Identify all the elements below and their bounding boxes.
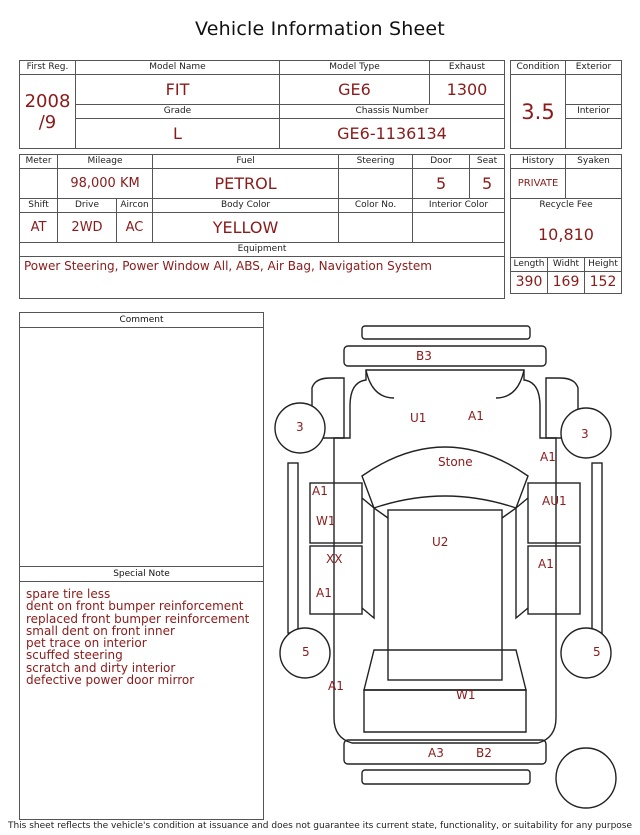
aircon-label: Aircon: [117, 199, 153, 213]
rear-bumper-bottom-bar: [362, 770, 530, 784]
right-rear-door: [528, 546, 580, 614]
body-color-label: Body Color: [153, 199, 339, 213]
drive-value: 2WD: [58, 213, 117, 243]
door-value: 5: [413, 169, 470, 199]
right-a-pillar: [502, 508, 516, 518]
meter-value: [20, 169, 58, 199]
interior-label: Interior: [566, 105, 622, 119]
exterior-label: Exterior: [566, 61, 622, 75]
recycle-fee-label: Recycle Fee: [511, 199, 622, 213]
tire-front-right-tread: 3: [581, 427, 589, 441]
color-no-value: [339, 213, 413, 243]
special-note-item: spare tire less: [26, 587, 111, 601]
equipment-value: Power Steering, Power Window All, ABS, Air Bag, Navigation System: [20, 257, 505, 299]
special-note-item: scuffed steering: [26, 648, 123, 663]
drive-label: Drive: [58, 199, 117, 213]
mark-rear-glass: W1: [456, 688, 476, 702]
left-a-pillar: [374, 508, 388, 518]
width-label: Widht: [548, 257, 585, 271]
front-bumper: [344, 346, 546, 366]
disclaimer-footer: This sheet reflects the vehicle's condition at issuance and does not guarantee its current state, functionality, or suitability for any purpose: [7, 821, 633, 831]
first-reg-value: [20, 75, 76, 149]
model-name-value: FIT: [76, 75, 280, 105]
chassis-value: GE6-1136134: [280, 119, 505, 149]
right-front-door: [528, 483, 580, 543]
history-value: PRIVATE: [511, 169, 566, 199]
interior-value: [566, 119, 622, 149]
fuel-label: Fuel: [153, 155, 339, 169]
comment-label: Comment: [20, 313, 263, 328]
mark-rear-bumper-right: B2: [476, 746, 492, 760]
mark-front-door-right: AU1: [542, 494, 567, 508]
comment-text: [20, 328, 263, 566]
meter-label: Meter: [20, 155, 58, 169]
tire-rear-left-tread: 5: [302, 645, 310, 659]
first-reg-label: First Reg.: [20, 61, 76, 75]
condition-label: Condition: [511, 61, 566, 75]
door-label: Door: [413, 155, 470, 169]
special-note-list: [20, 582, 263, 686]
interior-color-label: Interior Color: [413, 199, 505, 213]
steering-label: Steering: [339, 155, 413, 169]
left-door-window: [362, 498, 374, 618]
mark-roof: U2: [432, 535, 449, 549]
comment-panel: [19, 312, 264, 820]
condition-value: 3.5: [511, 75, 566, 149]
mileage-value: 98,000 KM: [58, 169, 153, 199]
length-label: Length: [511, 257, 548, 271]
shift-label: Shift: [20, 199, 58, 213]
aircon-value: AC: [117, 213, 153, 243]
steering-value: [339, 169, 413, 199]
car-diagram: [270, 318, 620, 818]
sheet-title: Vehicle Information Sheet: [195, 18, 445, 40]
spare-tire: [556, 748, 616, 808]
grade-value: L: [76, 119, 280, 149]
mark-bonnet-right: A1: [468, 409, 484, 423]
seat-value: 5: [470, 169, 505, 199]
mileage-label: Mileage: [58, 155, 153, 169]
right-headlight: [496, 370, 524, 398]
body-outline: [334, 370, 556, 743]
syaken-label: Syaken: [566, 155, 622, 169]
color-no-label: Color No.: [339, 199, 413, 213]
tire-rear-right-tread: 5: [593, 645, 601, 659]
mark-front-fender-right: A1: [540, 450, 556, 464]
equipment-label: Equipment: [20, 243, 505, 257]
grade-label: Grade: [76, 105, 280, 119]
model-type-label: Model Type: [280, 61, 430, 75]
shift-value: AT: [20, 213, 58, 243]
left-headlight: [366, 370, 394, 398]
mark-windshield: Stone: [438, 455, 473, 469]
mark-rear-door-left-bottom: A1: [316, 586, 332, 600]
seat-label: Seat: [470, 155, 505, 169]
height-label: Height: [585, 257, 622, 271]
recycle-fee-value: 10,810: [511, 212, 622, 257]
model-name-label: Model Name: [76, 61, 280, 75]
exhaust-label: Exhaust: [430, 61, 505, 75]
specs-table: [19, 154, 505, 299]
length-value: 390: [511, 271, 548, 293]
first-reg-month: /9: [38, 111, 57, 133]
special-note-item: small dent on front inner: [26, 623, 175, 638]
tire-rear-right: [561, 628, 611, 678]
mark-front-bumper: B3: [416, 349, 432, 363]
special-note-item: defective power door mirror: [26, 673, 195, 688]
width-value: 169: [548, 271, 585, 293]
body-color-value: YELLOW: [153, 213, 339, 243]
header-table: [19, 60, 505, 149]
side-table: [510, 154, 622, 294]
right-side-skirt: [592, 463, 602, 633]
special-note-item: scratch and dirty interior: [26, 660, 176, 675]
rear-hatch: [364, 690, 526, 732]
fuel-value: PETROL: [153, 169, 339, 199]
special-note-label: Special Note: [20, 566, 263, 582]
special-note-item: replaced front bumper reinforcement: [26, 611, 250, 626]
mark-front-fender-left: A1: [312, 484, 328, 498]
special-note-item: pet trace on interior: [26, 636, 147, 651]
chassis-label: Chassis Number: [280, 105, 505, 119]
interior-color-value: [413, 213, 505, 243]
special-note-item: dent on front bumper reinforcement: [26, 599, 244, 614]
mark-rear-bumper-left: A3: [428, 746, 444, 760]
exhaust-value: 1300: [430, 75, 505, 105]
mark-front-door-left: W1: [316, 514, 336, 528]
front-bumper-top-bar: [362, 326, 530, 339]
right-door-window: [516, 498, 528, 618]
model-type-value: GE6: [280, 75, 430, 105]
mark-bonnet-left: U1: [410, 411, 427, 425]
mark-rear-quarter-left: A1: [328, 679, 344, 693]
left-side-skirt: [288, 463, 298, 633]
mark-rear-door-left-top: XX: [326, 552, 343, 566]
tire-front-left-tread: 3: [296, 420, 304, 434]
exterior-value: [566, 75, 622, 105]
syaken-value: [566, 169, 622, 199]
history-label: History: [511, 155, 566, 169]
first-reg-year: 2008: [24, 90, 71, 112]
mark-rear-door-right: A1: [538, 557, 554, 571]
height-value: 152: [585, 271, 622, 293]
condition-table: [510, 60, 622, 149]
